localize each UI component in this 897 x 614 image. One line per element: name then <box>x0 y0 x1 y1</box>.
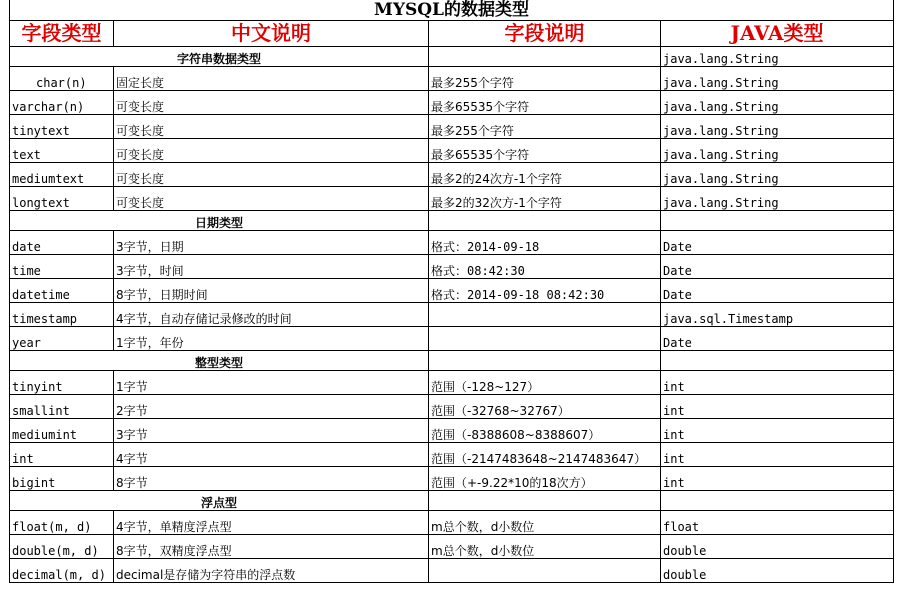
table-row <box>10 114 894 138</box>
chinese-desc-cell: 固定长度 <box>114 66 429 90</box>
table-row <box>10 326 894 350</box>
chinese-desc-cell: 可变长度 <box>114 138 429 162</box>
table-row <box>10 186 894 210</box>
java-type-cell: int <box>661 394 894 418</box>
field-type-cell: double(m, d) <box>10 534 114 558</box>
java-type-cell: float <box>661 510 894 534</box>
chinese-desc-cell: 8字节，日期时间 <box>114 278 429 302</box>
java-type-cell: int <box>661 418 894 442</box>
chinese-desc-cell: 1字节，年份 <box>114 326 429 350</box>
chinese-desc-cell: 可变长度 <box>114 114 429 138</box>
java-type-cell: Date <box>661 278 894 302</box>
table-row <box>10 534 894 558</box>
chinese-desc-cell: 8字节 <box>114 466 429 490</box>
chinese-desc-cell: 4字节，自动存储记录修改的时间 <box>114 302 429 326</box>
chinese-desc-cell: 可变长度 <box>114 90 429 114</box>
java-type-cell: int <box>661 370 894 394</box>
field-desc-cell: 范围（+-9.22*10的18次方） <box>429 466 661 490</box>
section-desc-cell <box>429 490 661 510</box>
chinese-desc-cell: decimal是存储为字符串的浮点数 <box>114 558 429 582</box>
field-desc-cell: 范围（-2147483648~2147483647） <box>429 442 661 466</box>
table-title: MYSQL的数据类型 <box>10 0 894 20</box>
field-type-cell: char(n) <box>10 66 114 90</box>
chinese-desc-cell: 4字节 <box>114 442 429 466</box>
chinese-desc-cell: 2字节 <box>114 394 429 418</box>
table-row <box>10 302 894 326</box>
section-java-type <box>661 490 894 510</box>
field-desc-cell <box>429 302 661 326</box>
field-desc-cell: m总个数，d小数位 <box>429 534 661 558</box>
table-row <box>10 466 894 490</box>
java-type-cell: java.lang.String <box>661 114 894 138</box>
table-row <box>10 90 894 114</box>
table-row <box>10 442 894 466</box>
chinese-desc-cell: 1字节 <box>114 370 429 394</box>
field-type-cell: datetime <box>10 278 114 302</box>
chinese-desc-cell: 可变长度 <box>114 162 429 186</box>
field-type-cell: decimal(m, d) <box>10 558 114 582</box>
section-java-type <box>661 210 894 230</box>
field-type-cell: int <box>10 442 114 466</box>
section-title: 字符串数据类型 <box>10 46 429 66</box>
field-type-cell: date <box>10 230 114 254</box>
java-type-cell: java.lang.String <box>661 186 894 210</box>
table-row <box>10 394 894 418</box>
field-type-cell: tinyint <box>10 370 114 394</box>
section-title: 浮点型 <box>10 490 429 510</box>
table-row <box>10 278 894 302</box>
field-type-cell: tinytext <box>10 114 114 138</box>
table-row <box>10 558 894 582</box>
table-row <box>10 370 894 394</box>
field-desc-cell: 格式：2014-09-18 <box>429 230 661 254</box>
java-type-cell: Date <box>661 326 894 350</box>
field-desc-cell: 最多2的24次方-1个字符 <box>429 162 661 186</box>
mysql-types-table <box>9 0 894 583</box>
java-type-cell: int <box>661 442 894 466</box>
section-desc-cell <box>429 210 661 230</box>
chinese-desc-cell: 8字节，双精度浮点型 <box>114 534 429 558</box>
header-field-desc: 字段说明 <box>429 20 661 46</box>
chinese-desc-cell: 3字节 <box>114 418 429 442</box>
field-desc-cell: 格式：08:42:30 <box>429 254 661 278</box>
chinese-desc-cell: 可变长度 <box>114 186 429 210</box>
table-row <box>10 418 894 442</box>
table-row <box>10 66 894 90</box>
field-desc-cell: 最多65535个字符 <box>429 90 661 114</box>
section-row <box>10 210 894 230</box>
title-row <box>10 0 894 20</box>
field-desc-cell: 最多2的32次方-1个字符 <box>429 186 661 210</box>
java-type-cell: java.lang.String <box>661 162 894 186</box>
field-type-cell: time <box>10 254 114 278</box>
table-row <box>10 510 894 534</box>
field-type-cell: bigint <box>10 466 114 490</box>
java-type-cell: double <box>661 534 894 558</box>
java-type-cell: double <box>661 558 894 582</box>
header-chinese-desc: 中文说明 <box>114 20 429 46</box>
field-type-cell: year <box>10 326 114 350</box>
field-type-cell: text <box>10 138 114 162</box>
header-field-type: 字段类型 <box>10 20 114 46</box>
chinese-desc-cell: 3字节，日期 <box>114 230 429 254</box>
field-desc-cell: 最多255个字符 <box>429 66 661 90</box>
header-java-type: JAVA类型 <box>661 20 894 46</box>
field-type-cell: varchar(n) <box>10 90 114 114</box>
field-type-cell: longtext <box>10 186 114 210</box>
section-row <box>10 490 894 510</box>
field-desc-cell <box>429 558 661 582</box>
section-row <box>10 350 894 370</box>
table-row <box>10 138 894 162</box>
field-desc-cell: 格式：2014-09-18 08:42:30 <box>429 278 661 302</box>
java-type-cell: java.sql.Timestamp <box>661 302 894 326</box>
java-type-cell: Date <box>661 254 894 278</box>
java-type-cell: int <box>661 466 894 490</box>
header-row <box>10 20 894 46</box>
field-type-cell: timestamp <box>10 302 114 326</box>
section-row <box>10 46 894 66</box>
table-row <box>10 230 894 254</box>
java-type-cell: java.lang.String <box>661 138 894 162</box>
field-desc-cell: m总个数，d小数位 <box>429 510 661 534</box>
table-row <box>10 254 894 278</box>
java-type-cell: java.lang.String <box>661 66 894 90</box>
section-desc-cell <box>429 350 661 370</box>
field-desc-cell: 范围（-32768~32767） <box>429 394 661 418</box>
section-title: 整型类型 <box>10 350 429 370</box>
java-type-cell: Date <box>661 230 894 254</box>
field-desc-cell: 最多65535个字符 <box>429 138 661 162</box>
table-row <box>10 162 894 186</box>
field-desc-cell: 最多255个字符 <box>429 114 661 138</box>
table-body <box>10 0 894 582</box>
section-java-type <box>661 350 894 370</box>
field-type-cell: smallint <box>10 394 114 418</box>
field-desc-cell <box>429 326 661 350</box>
chinese-desc-cell: 4字节，单精度浮点型 <box>114 510 429 534</box>
section-java-type: java.lang.String <box>661 46 894 66</box>
java-type-cell: java.lang.String <box>661 90 894 114</box>
chinese-desc-cell: 3字节，时间 <box>114 254 429 278</box>
section-title: 日期类型 <box>10 210 429 230</box>
field-type-cell: mediumint <box>10 418 114 442</box>
spreadsheet <box>9 0 893 583</box>
field-desc-cell: 范围（-8388608~8388607） <box>429 418 661 442</box>
section-desc-cell <box>429 46 661 66</box>
field-type-cell: float(m, d) <box>10 510 114 534</box>
field-desc-cell: 范围（-128~127） <box>429 370 661 394</box>
field-type-cell: mediumtext <box>10 162 114 186</box>
